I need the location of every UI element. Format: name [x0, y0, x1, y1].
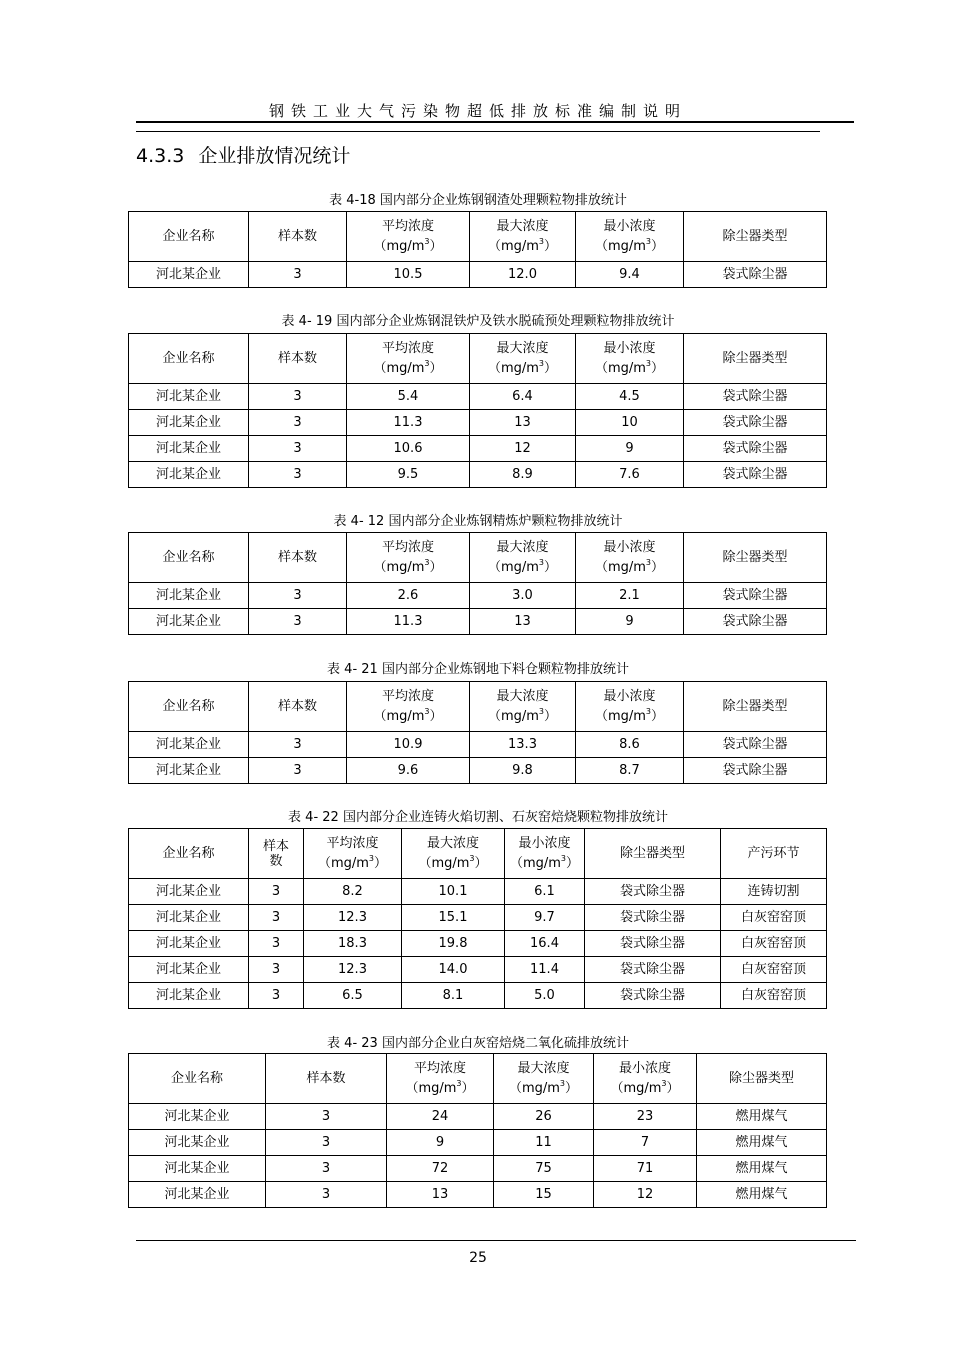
header-avg: [347, 334, 470, 384]
table-cell: 12: [470, 436, 576, 462]
table-cell: 河北某企业: [129, 905, 249, 931]
header-text: 3: [456, 1079, 462, 1088]
data-table: [128, 1053, 827, 1208]
unit-label: [576, 555, 683, 575]
table-row: [129, 410, 827, 436]
table-cell: 3: [249, 732, 347, 758]
table-header: [129, 334, 827, 384]
table-cell: 11.3: [347, 609, 470, 635]
header-text: 3: [424, 558, 430, 567]
table-cell: 8.2: [304, 879, 402, 905]
unit-label: [576, 234, 683, 254]
header-samples: 样本数: [249, 682, 347, 732]
header-avg: [347, 533, 470, 583]
table-cell: 3: [249, 758, 347, 784]
table-cell: 3: [249, 879, 304, 905]
header-text: （mg/m: [373, 239, 425, 254]
header-label: 最小浓度: [603, 540, 656, 555]
section-title: 企业排放情况统计: [198, 145, 351, 167]
table-cell: 23: [594, 1104, 697, 1130]
data-table: [128, 333, 827, 488]
table-cell: 河北某企业: [129, 262, 249, 288]
table-cell: 19.8: [402, 931, 505, 957]
header-rule-thin: [136, 131, 820, 132]
table-cell: 13: [470, 410, 576, 436]
table-cell: 袋式除尘器: [684, 758, 827, 784]
table-header: [129, 212, 827, 262]
table-cell: 3: [249, 436, 347, 462]
table-cell: 白灰窑窑顶: [721, 983, 827, 1009]
table-cell: 河北某企业: [129, 609, 249, 635]
header-avg: [387, 1054, 494, 1104]
header-text: ）: [651, 239, 665, 254]
header-text: ）: [544, 361, 558, 376]
table-cell: 连铸切割: [721, 879, 827, 905]
table-header: [129, 1054, 827, 1104]
table-row: [129, 384, 827, 410]
header-company: 企业名称: [129, 334, 249, 384]
header-label: 最大浓度: [496, 341, 549, 356]
table-row: [129, 931, 827, 957]
header-label: 最小浓度: [518, 836, 571, 851]
header-text: ）: [566, 856, 580, 871]
table-cell: 袋式除尘器: [684, 732, 827, 758]
header-text: ）: [544, 239, 558, 254]
data-table: [128, 828, 827, 1009]
header-avg: [347, 682, 470, 732]
header-text: ）: [429, 709, 443, 724]
unit-label: [594, 1076, 696, 1096]
table-header: [129, 533, 827, 583]
header-text: （mg/m: [487, 361, 539, 376]
header-text: （mg/m: [418, 856, 470, 871]
table-cell: 7.6: [576, 462, 684, 488]
table-row: [129, 609, 827, 635]
table-cell: 8.7: [576, 758, 684, 784]
table-cell: 燃用煤气: [697, 1104, 827, 1130]
header-text: （mg/m: [594, 239, 646, 254]
table-cell: 河北某企业: [129, 1182, 266, 1208]
header-min: [576, 682, 684, 732]
table-cell: 燃用煤气: [697, 1182, 827, 1208]
table-cell: 袋式除尘器: [684, 462, 827, 488]
header-label: 最大浓度: [496, 219, 549, 234]
unit-label: [505, 851, 584, 871]
header-dust-type: 除尘器类型: [684, 533, 827, 583]
header-text: 样本: [262, 838, 289, 854]
table-cell: 24: [387, 1104, 494, 1130]
table-cell: 6.5: [304, 983, 402, 1009]
header-min: [576, 533, 684, 583]
unit-label: [347, 704, 469, 724]
table-cell: 河北某企业: [129, 436, 249, 462]
header-label: 平均浓度: [381, 689, 434, 704]
table-caption: 表 4-18 国内部分企业炼钢钢渣处理颗粒物排放统计: [329, 193, 627, 208]
table-body: [129, 262, 827, 288]
table-row: [129, 1130, 827, 1156]
data-table: [128, 532, 827, 635]
header-text: ）: [651, 709, 665, 724]
table-cell: 白灰窑窑顶: [721, 931, 827, 957]
table-cell: 11: [494, 1130, 594, 1156]
table-cell: 16.4: [505, 931, 585, 957]
header-text: （mg/m: [509, 856, 561, 871]
table-cell: 13: [387, 1182, 494, 1208]
table-cell: 3: [266, 1182, 387, 1208]
table-cell: 9.5: [347, 462, 470, 488]
header-text: 3: [538, 237, 545, 246]
header-avg: [304, 829, 402, 879]
table-caption: 表 4- 22 国内部分企业连铸火焰切割、石灰窑焙烧颗粒物排放统计: [288, 810, 668, 825]
table-cell: 18.3: [304, 931, 402, 957]
table-cell: 袋式除尘器: [585, 931, 721, 957]
header-label: 最小浓度: [603, 341, 656, 356]
header-dust-type: 除尘器类型: [684, 212, 827, 262]
header-text: 3: [559, 1079, 566, 1088]
header-text: （mg/m: [487, 709, 539, 724]
header-text: （mg/m: [594, 560, 646, 575]
table-cell: 2.1: [576, 583, 684, 609]
data-table: [128, 211, 827, 288]
table-cell: 9.8: [470, 758, 576, 784]
header-text: （mg/m: [405, 1081, 457, 1096]
unit-label: [402, 851, 504, 871]
header-text: 3: [645, 707, 652, 716]
table-cell: 3: [249, 905, 304, 931]
header-dust-type: 除尘器类型: [684, 334, 827, 384]
table-cell: 71: [594, 1156, 697, 1182]
header-label: 平均浓度: [381, 341, 434, 356]
header-samples: 样本数: [249, 212, 347, 262]
table-cell: 12.0: [470, 262, 576, 288]
header-samples: [249, 829, 304, 879]
table-cell: 3: [266, 1104, 387, 1130]
table-cell: 袋式除尘器: [585, 879, 721, 905]
table-cell: 10.1: [402, 879, 505, 905]
table-cell: 袋式除尘器: [684, 410, 827, 436]
header-text: （mg/m: [610, 1081, 662, 1096]
table-cell: 12.3: [304, 905, 402, 931]
table-row: [129, 262, 827, 288]
header-dust-type: 除尘器类型: [684, 682, 827, 732]
header-label: 最大浓度: [426, 836, 479, 851]
table-cell: 3: [249, 983, 304, 1009]
header-label: 最大浓度: [517, 1061, 570, 1076]
table-row: [129, 1156, 827, 1182]
table-cell: 3: [249, 583, 347, 609]
header-min: [576, 334, 684, 384]
table-row: [129, 1104, 827, 1130]
unit-label: [576, 704, 683, 724]
table-cell: 袋式除尘器: [684, 384, 827, 410]
table-cell: 9.6: [347, 758, 470, 784]
header-max: [494, 1054, 594, 1104]
header-text: ）: [429, 239, 443, 254]
table-cell: 袋式除尘器: [585, 983, 721, 1009]
table-cell: 燃用煤气: [697, 1130, 827, 1156]
header-text: （mg/m: [594, 361, 646, 376]
header-text: ）: [565, 1081, 579, 1096]
header-text: 3: [661, 1079, 667, 1088]
table-cell: 14.0: [402, 957, 505, 983]
unit-label: [304, 851, 401, 871]
header-dust-type: 除尘器类型: [697, 1054, 827, 1104]
header-min: [594, 1054, 697, 1104]
table-cell: 河北某企业: [129, 1104, 266, 1130]
table-cell: 河北某企业: [129, 462, 249, 488]
header-max: [470, 212, 576, 262]
header-text: ）: [374, 856, 388, 871]
table-cell: 河北某企业: [129, 983, 249, 1009]
table-cell: 河北某企业: [129, 957, 249, 983]
header-text: 3: [645, 558, 652, 567]
table-row: [129, 583, 827, 609]
header-text: ）: [666, 1081, 680, 1096]
header-company: 企业名称: [129, 533, 249, 583]
header-max: [402, 829, 505, 879]
section-heading: [136, 141, 350, 168]
header-samples: 样本数: [249, 334, 347, 384]
header-text: 3: [368, 854, 375, 863]
table-cell: 10: [576, 410, 684, 436]
header-text: 3: [469, 854, 475, 863]
table-cell: 15.1: [402, 905, 505, 931]
table-cell: 3: [249, 384, 347, 410]
header-text: 数: [269, 853, 283, 869]
header-avg: [347, 212, 470, 262]
table-cell: 3: [249, 609, 347, 635]
header-process: 产污环节: [721, 829, 827, 879]
header-text: ）: [429, 361, 443, 376]
table-body: [129, 1104, 827, 1208]
table-cell: 10.5: [347, 262, 470, 288]
table-cell: 9: [576, 609, 684, 635]
table-caption: 表 4- 19 国内部分企业炼钢混铁炉及铁水脱硫预处理颗粒物排放统计: [281, 314, 675, 329]
table-header: [129, 682, 827, 732]
header-min: [505, 829, 585, 879]
table-cell: 8.9: [470, 462, 576, 488]
table-cell: 河北某企业: [129, 879, 249, 905]
table-cell: 10.6: [347, 436, 470, 462]
header-text: 3: [538, 707, 545, 716]
table-cell: 15: [494, 1182, 594, 1208]
table-cell: 5.4: [347, 384, 470, 410]
header-label: 最大浓度: [496, 689, 549, 704]
table-cell: 10.9: [347, 732, 470, 758]
header-rule: [136, 121, 854, 123]
header-company: 企业名称: [129, 212, 249, 262]
table-row: [129, 732, 827, 758]
unit-label: [347, 356, 469, 376]
unit-label: [494, 1076, 593, 1096]
table-cell: 13.3: [470, 732, 576, 758]
table-row: [129, 983, 827, 1009]
table-cell: 5.0: [505, 983, 585, 1009]
header-text: ）: [461, 1081, 475, 1096]
table-row: [129, 879, 827, 905]
table-header: [129, 829, 827, 879]
table-row: [129, 758, 827, 784]
header-text: （mg/m: [508, 1081, 560, 1096]
table-cell: 袋式除尘器: [684, 262, 827, 288]
unit-label: [347, 234, 469, 254]
header-min: [576, 212, 684, 262]
table-caption: 表 4- 21 国内部分企业炼钢地下料仓颗粒物排放统计: [327, 662, 629, 677]
table-cell: 河北某企业: [129, 758, 249, 784]
header-text: 3: [645, 359, 652, 368]
header-label: 最小浓度: [603, 689, 656, 704]
table-body: [129, 583, 827, 635]
header-text: ）: [651, 560, 665, 575]
table-cell: 9.7: [505, 905, 585, 931]
unit-label: [470, 234, 575, 254]
table-cell: 3: [266, 1130, 387, 1156]
table-cell: 4.5: [576, 384, 684, 410]
table-cell: 3.0: [470, 583, 576, 609]
table-cell: 6.4: [470, 384, 576, 410]
table-caption: 表 4- 12 国内部分企业炼钢精炼炉颗粒物排放统计: [333, 514, 623, 529]
header-text: ）: [429, 560, 443, 575]
table-cell: 3: [249, 957, 304, 983]
table-cell: 3: [266, 1156, 387, 1182]
header-text: ）: [544, 560, 558, 575]
table-cell: 13: [470, 609, 576, 635]
table-cell: 袋式除尘器: [585, 957, 721, 983]
header-text: 3: [424, 359, 430, 368]
header-label: 最小浓度: [603, 219, 656, 234]
table-cell: 河北某企业: [129, 410, 249, 436]
header-text: 3: [538, 359, 545, 368]
table-body: [129, 879, 827, 1009]
table-row: [129, 905, 827, 931]
table-body: [129, 384, 827, 488]
table-row: [129, 957, 827, 983]
unit-label: [347, 555, 469, 575]
table-cell: 袋式除尘器: [684, 609, 827, 635]
unit-label: [470, 356, 575, 376]
table-cell: 白灰窑窑顶: [721, 905, 827, 931]
header-max: [470, 334, 576, 384]
table-cell: 袋式除尘器: [684, 583, 827, 609]
header-text: （mg/m: [594, 709, 646, 724]
table-cell: 72: [387, 1156, 494, 1182]
header-text: 3: [645, 237, 652, 246]
header-text: 3: [538, 558, 545, 567]
table-cell: 9.4: [576, 262, 684, 288]
header-samples: 样本数: [249, 533, 347, 583]
table-cell: 75: [494, 1156, 594, 1182]
table-cell: 3: [249, 462, 347, 488]
unit-label: [470, 704, 575, 724]
header-text: （mg/m: [317, 856, 369, 871]
table-cell: 12.3: [304, 957, 402, 983]
table-cell: 9: [576, 436, 684, 462]
table-cell: 袋式除尘器: [684, 436, 827, 462]
unit-label: [576, 356, 683, 376]
header-text: ）: [474, 856, 488, 871]
header-text: 3: [424, 707, 430, 716]
header-dust-type: 除尘器类型: [585, 829, 721, 879]
page-number: 25: [469, 1250, 487, 1266]
header-text: ）: [544, 709, 558, 724]
table-body: [129, 732, 827, 784]
table-cell: 2.6: [347, 583, 470, 609]
header-company: 企业名称: [129, 682, 249, 732]
table-cell: 河北某企业: [129, 583, 249, 609]
table-cell: 河北某企业: [129, 931, 249, 957]
header-label: 最小浓度: [618, 1061, 671, 1076]
table-row: [129, 1182, 827, 1208]
header-max: [470, 533, 576, 583]
table-row: [129, 462, 827, 488]
table-cell: 7: [594, 1130, 697, 1156]
table-cell: 11.3: [347, 410, 470, 436]
footer-rule: [136, 1240, 856, 1241]
section-number: 4.3.3: [136, 145, 185, 167]
header-text: 3: [424, 237, 430, 246]
table-cell: 3: [249, 410, 347, 436]
header-max: [470, 682, 576, 732]
table-cell: 3: [249, 262, 347, 288]
header-label: 平均浓度: [381, 540, 434, 555]
header-label: 平均浓度: [326, 836, 379, 851]
header-label: 平均浓度: [413, 1061, 466, 1076]
header-text: （mg/m: [487, 239, 539, 254]
table-cell: 白灰窑窑顶: [721, 957, 827, 983]
table-cell: 8.1: [402, 983, 505, 1009]
header-company: 企业名称: [129, 1054, 266, 1104]
header-text: 3: [560, 854, 567, 863]
table-cell: 8.6: [576, 732, 684, 758]
table-cell: 12: [594, 1182, 697, 1208]
table-cell: 26: [494, 1104, 594, 1130]
table-caption: 表 4- 23 国内部分企业白灰窑焙烧二氧化硫排放统计: [327, 1036, 629, 1051]
data-table: [128, 681, 827, 784]
table-cell: 6.1: [505, 879, 585, 905]
table-cell: 3: [249, 931, 304, 957]
header-text: （mg/m: [373, 560, 425, 575]
table-row: [129, 436, 827, 462]
header-samples: 样本数: [266, 1054, 387, 1104]
table-cell: 9: [387, 1130, 494, 1156]
running-header: 钢铁工业大气污染物超低排放标准编制说明: [268, 102, 687, 120]
header-text: （mg/m: [373, 361, 425, 376]
header-text: ）: [651, 361, 665, 376]
table-cell: 河北某企业: [129, 1130, 266, 1156]
header-label: 平均浓度: [381, 219, 434, 234]
table-cell: 燃用煤气: [697, 1156, 827, 1182]
unit-label: [470, 555, 575, 575]
header-text: （mg/m: [373, 709, 425, 724]
table-cell: 河北某企业: [129, 1156, 266, 1182]
table-cell: 袋式除尘器: [585, 905, 721, 931]
table-cell: 河北某企业: [129, 384, 249, 410]
header-label: 最大浓度: [496, 540, 549, 555]
header-company: 企业名称: [129, 829, 249, 879]
unit-label: [387, 1076, 493, 1096]
table-cell: 河北某企业: [129, 732, 249, 758]
header-text: （mg/m: [487, 560, 539, 575]
table-cell: 11.4: [505, 957, 585, 983]
